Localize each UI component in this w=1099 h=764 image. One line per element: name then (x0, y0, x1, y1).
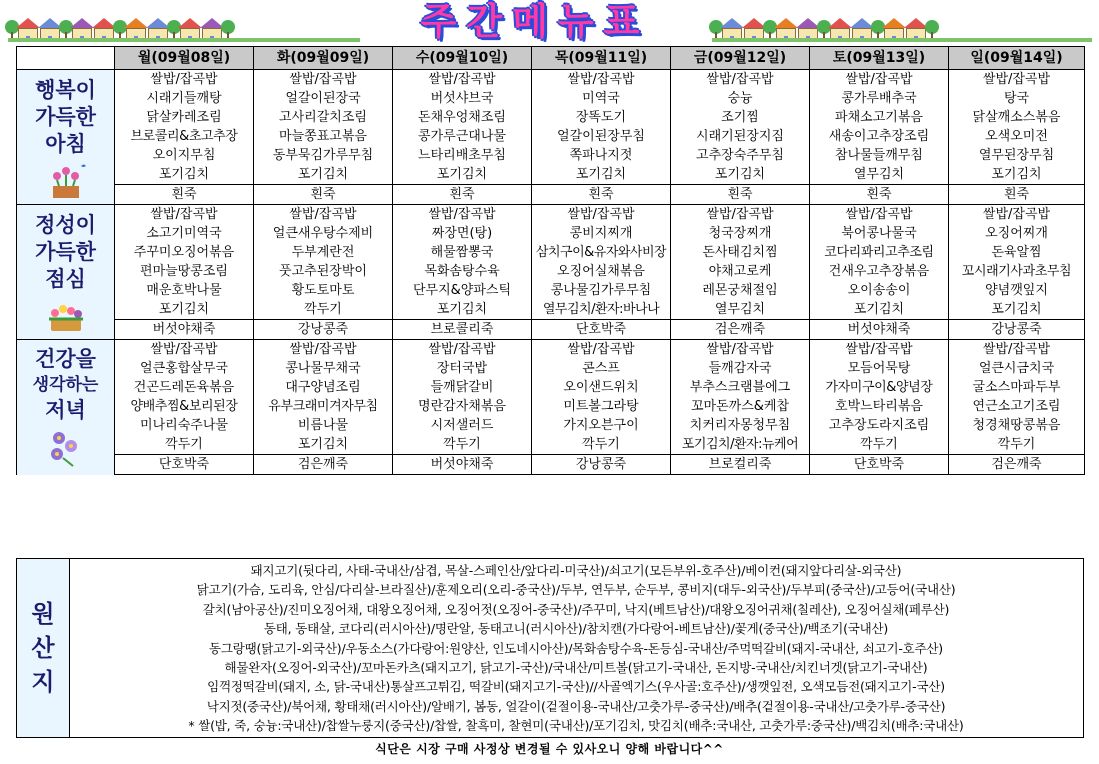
menu-item: 단무지&양파스틱 (393, 281, 532, 300)
dinner-menu-row (17, 397, 1085, 416)
menu-item: 쌀밥/잡곡밥 (949, 205, 1085, 225)
menu-item: 오이지무침 (115, 146, 254, 165)
day-header: 화(09월09일) (254, 47, 393, 70)
origin-line: 해물완자(오징어-외국산)/꼬마돈카츠(돼지고기, 닭고기-국산)/국내산/미트볼(닭고기-국내산, 돈지방-국내산/치킨너겟(닭고기-국내산) (224, 660, 928, 676)
flower-decoration-icon (17, 428, 114, 468)
menu-item: 명란감자채볶음 (393, 397, 532, 416)
section-label-line: 점심 (45, 266, 86, 291)
menu-item: 포기김치 (115, 300, 254, 320)
menu-item: 포기김치 (254, 435, 393, 455)
menu-item: 오징어찌개 (949, 224, 1085, 243)
menu-item: 고사리갈치조림 (254, 108, 393, 127)
menu-item: 버섯야채죽 (115, 320, 254, 340)
menu-item: 비름나물 (254, 416, 393, 435)
day-header: 월(09월08일) (115, 47, 254, 70)
day-header: 금(09월12일) (671, 47, 810, 70)
menu-item: 쌀밥/잡곡밥 (115, 205, 254, 225)
menu-item: 쌀밥/잡곡밥 (810, 70, 949, 90)
menu-item: 파채소고기볶음 (810, 108, 949, 127)
menu-item: 부추스크램블에그 (671, 378, 810, 397)
flower-decoration-icon (17, 162, 114, 198)
menu-item: 콘스프 (532, 359, 671, 378)
origin-label-char: 원 (31, 600, 55, 628)
menu-item: 브로콜리&초고추장 (115, 127, 254, 146)
menu-item: 얼큰시금치국 (949, 359, 1085, 378)
menu-item: 돈사태김치찜 (671, 243, 810, 262)
menu-item: 돈채우엉채조림 (393, 108, 532, 127)
origin-label-char: 지 (31, 668, 55, 696)
menu-item: 쌀밥/잡곡밥 (115, 70, 254, 90)
menu-item: 오이샌드위치 (532, 378, 671, 397)
menu-item: 쌀밥/잡곡밥 (393, 340, 532, 360)
menu-item: 깍두기 (532, 435, 671, 455)
breakfast-menu-row (17, 127, 1085, 146)
menu-item: 꼬시래기사과초무침 (949, 262, 1085, 281)
menu-item: 깍두기 (254, 300, 393, 320)
section-label-line: 생각하는 (32, 375, 99, 396)
menu-item: 열무된장무침 (949, 146, 1085, 165)
menu-item: 청경채땅콩볶음 (949, 416, 1085, 435)
dinner-menu-row (17, 378, 1085, 397)
menu-item: 쌀밥/잡곡밥 (949, 340, 1085, 360)
breakfast-menu-row (17, 89, 1085, 108)
menu-item: 느타리배초무침 (393, 146, 532, 165)
menu-item: 포기김치 (949, 165, 1085, 185)
menu-item: 미나리숙주나물 (115, 416, 254, 435)
breakfast-menu-row (17, 146, 1085, 165)
page-title: 주간메뉴표 (420, 0, 650, 43)
menu-item: 양배추찜&보리된장 (115, 397, 254, 416)
menu-item: 시래기들깨탕 (115, 89, 254, 108)
lunch-menu-row (17, 243, 1085, 262)
menu-item: 얼큰새우탕수제비 (254, 224, 393, 243)
origin-line: 갈치(남아공산)/진미오징어채, 대왕오징어채, 오징어젓(오징어-중국산)/주꾸미, 낙지(베트남산)/대왕오징어귀채(칠레산), 오징어실채(페루산) (202, 601, 950, 617)
menu-item: 레몬궁채절임 (671, 281, 810, 300)
menu-item: 버섯샤브국 (393, 89, 532, 108)
lunch-menu-row (17, 320, 1085, 340)
menu-item: 얼갈이된장국 (254, 89, 393, 108)
lunch-menu-row (17, 224, 1085, 243)
menu-item: 모듬어묵탕 (810, 359, 949, 378)
menu-item: 매운호박나물 (115, 281, 254, 300)
menu-item: 소고기미역국 (115, 224, 254, 243)
lunch-menu-row (17, 281, 1085, 300)
corner-cell (17, 47, 115, 70)
menu-item: 가지오븐구이 (532, 416, 671, 435)
section-label-line: 아침 (45, 131, 86, 156)
menu-item: 쌀밥/잡곡밥 (671, 70, 810, 90)
menu-item: 포기김치 (810, 300, 949, 320)
menu-item: 흰죽 (393, 185, 532, 205)
menu-item: 쌀밥/잡곡밥 (393, 205, 532, 225)
origin-line: 돼지고기(뒷다리, 사태-국내산/삼겹, 목살-스페인산/앞다리-미국산)/쇠고기(모든부위-호주산)/베이컨(돼지앞다리살-외국산) (250, 563, 902, 578)
origin-label-char: 산 (31, 634, 55, 662)
menu-item: 쌀밥/잡곡밥 (810, 340, 949, 360)
menu-item: 동부묵김가루무침 (254, 146, 393, 165)
menu-item: 얼갈이된장무침 (532, 127, 671, 146)
menu-item: 검은깨죽 (671, 320, 810, 340)
menu-item: 미트볼그라탕 (532, 397, 671, 416)
section-label-line: 가득한 (35, 239, 96, 264)
header-banner (0, 0, 1099, 44)
menu-item: 삼치구이&유자와사비장 (532, 243, 671, 262)
menu-item: 장똑도기 (532, 108, 671, 127)
houses-decoration-right (712, 6, 936, 42)
origin-line: * 쌀(밥, 죽, 숭늉:국내산)/찹쌀누룽지(중국산)/찹쌀, 찰흑미, 찰현미(국내산)/포기김치, 맛김치(배추:국내산, 고춧가루:중국산)/백김치(배추:국내산) (188, 718, 964, 734)
origin-line: 임꺽정떡갈비(돼지, 소, 닭-국내산)통살프고튀김, 떡갈비(돼지고기-국산)//사골엑기스(우사골:호주산)/생깻잎전, 오색모듬전(돼지고기-국산) (207, 679, 945, 695)
day-header: 목(09월11일) (532, 47, 671, 70)
menu-item: 짜장면(탕) (393, 224, 532, 243)
menu-item: 깍두기 (393, 435, 532, 455)
menu-item: 흰죽 (810, 185, 949, 205)
menu-item: 마늘쫑표고볶음 (254, 127, 393, 146)
menu-item: 가자미구이&양념장 (810, 378, 949, 397)
menu-item: 해물짬뽕국 (393, 243, 532, 262)
menu-item: 버섯야채죽 (393, 455, 532, 475)
menu-item: 미역국 (532, 89, 671, 108)
origin-line: 낙지젓(중국산)/북어채, 황태채(러시아산)/알배기, 봄동, 얼갈이(겉절이용-국내산/고춧가루-중국산)/배추(겉절이용-국내산/고춧가루-중국산) (206, 698, 946, 714)
menu-item: 깍두기 (810, 435, 949, 455)
menu-item: 버섯야채죽 (810, 320, 949, 340)
lunch-menu-row (17, 300, 1085, 320)
lunch-menu-row (17, 262, 1085, 281)
menu-item: 건새우고추장볶음 (810, 262, 949, 281)
dinner-menu-row (17, 455, 1085, 475)
menu-item: 황도토마토 (254, 281, 393, 300)
menu-item: 검은깨죽 (949, 455, 1085, 475)
menu-item: 조기찜 (671, 108, 810, 127)
menu-item: 쌀밥/잡곡밥 (254, 340, 393, 360)
menu-item: 들깨닭갈비 (393, 378, 532, 397)
menu-item: 브로컬리죽 (671, 455, 810, 475)
menu-item: 흰죽 (115, 185, 254, 205)
menu-item: 포기김치 (115, 165, 254, 185)
section-label-line: 가득한 (35, 104, 96, 129)
menu-item: 닭살깨소스볶음 (949, 108, 1085, 127)
menu-item: 오색오미전 (949, 127, 1085, 146)
flower-decoration-icon (17, 297, 114, 333)
menu-item: 양념깻잎지 (949, 281, 1085, 300)
menu-item: 오징어실채볶음 (532, 262, 671, 281)
menu-item: 유부크래미겨자무침 (254, 397, 393, 416)
dinner-menu-row (17, 416, 1085, 435)
menu-item: 쌀밥/잡곡밥 (949, 70, 1085, 90)
origin-line: 닭고기(가슴, 도리육, 안심/다리살-브라질산)/훈제오리(오리-중국산)/두부, 연두부, 순두부, 콩비지(대두-외국산)/두부피(중국산)/고등어(국내산) (196, 582, 956, 598)
menu-item: 단호박죽 (532, 320, 671, 340)
menu-item: 강낭콩죽 (254, 320, 393, 340)
menu-item: 쌀밥/잡곡밥 (532, 70, 671, 90)
menu-item: 쌀밥/잡곡밥 (671, 340, 810, 360)
breakfast-menu-row (17, 185, 1085, 205)
menu-item: 쌀밥/잡곡밥 (810, 205, 949, 225)
menu-item: 흰죽 (671, 185, 810, 205)
menu-item: 콩가루근대나물 (393, 127, 532, 146)
menu-item: 연근소고기조림 (949, 397, 1085, 416)
menu-item: 풋고추된장박이 (254, 262, 393, 281)
breakfast-section-label (17, 70, 115, 205)
menu-item: 쌀밥/잡곡밥 (393, 70, 532, 90)
menu-item: 쌀밥/잡곡밥 (254, 205, 393, 225)
menu-item: 강낭콩죽 (532, 455, 671, 475)
menu-item: 청국장찌개 (671, 224, 810, 243)
menu-item: 새송이고추장조림 (810, 127, 949, 146)
menu-item: 고추장숙주무침 (671, 146, 810, 165)
weekly-menu-table (16, 46, 1085, 475)
menu-item: 건곤드레돈육볶음 (115, 378, 254, 397)
menu-item: 시래기된장지짐 (671, 127, 810, 146)
menu-item: 흰죽 (949, 185, 1085, 205)
lunch-section-label (17, 205, 115, 340)
menu-item: 브로콜리죽 (393, 320, 532, 340)
menu-item: 콩가루배추국 (810, 89, 949, 108)
menu-item: 얼큰홍합살무국 (115, 359, 254, 378)
menu-item: 쌀밥/잡곡밥 (115, 340, 254, 360)
menu-item: 두부계란전 (254, 243, 393, 262)
menu-item: 꼬마돈까스&케찹 (671, 397, 810, 416)
houses-decoration-left (8, 6, 232, 42)
menu-item: 포기김치/환자:뉴케어 (671, 435, 810, 455)
menu-item: 콩비지찌개 (532, 224, 671, 243)
day-header-row (17, 47, 1085, 70)
day-header: 토(09월13일) (810, 47, 949, 70)
menu-item: 콩나물김가루무침 (532, 281, 671, 300)
menu-item: 돈육알찜 (949, 243, 1085, 262)
origin-line: 동태, 동태살, 코다리(러시아산)/명란알, 동태고니(러시아산)/참치캔(가다랑어-베트남산)/꽃게(중국산)/백조기(국내산) (263, 621, 889, 637)
section-label-line: 행복이 (35, 77, 96, 102)
menu-item: 포기김치 (254, 165, 393, 185)
breakfast-menu-row (17, 108, 1085, 127)
menu-item: 탕국 (949, 89, 1085, 108)
menu-item: 코다리꽈리고추조림 (810, 243, 949, 262)
dinner-menu-row (17, 359, 1085, 378)
menu-item: 대구양념조림 (254, 378, 393, 397)
menu-item: 포기김치 (949, 300, 1085, 320)
dinner-menu-row (17, 340, 1085, 360)
menu-item: 시저샐러드 (393, 416, 532, 435)
menu-item: 숭늉 (671, 89, 810, 108)
lunch-menu-row (17, 205, 1085, 225)
menu-item: 닭살카레조림 (115, 108, 254, 127)
menu-item: 주꾸미오징어볶음 (115, 243, 254, 262)
section-label-line: 건강을 (35, 347, 96, 372)
menu-item: 열무김치/환자:바나나 (532, 300, 671, 320)
menu-item: 쌀밥/잡곡밥 (254, 70, 393, 90)
menu-item: 강낭콩죽 (949, 320, 1085, 340)
menu-item: 흰죽 (532, 185, 671, 205)
menu-item: 고추장도라지조림 (810, 416, 949, 435)
menu-item: 깍두기 (115, 435, 254, 455)
menu-item: 검은깨죽 (254, 455, 393, 475)
menu-item: 편마늘땅콩조림 (115, 262, 254, 281)
menu-item: 흰죽 (254, 185, 393, 205)
menu-item: 굴소스마파두부 (949, 378, 1085, 397)
section-label-line: 저녁 (45, 398, 86, 423)
menu-item: 깍두기 (949, 435, 1085, 455)
menu-item: 포기김치 (393, 300, 532, 320)
breakfast-menu-row (17, 70, 1085, 90)
dinner-menu-row (17, 435, 1085, 455)
menu-item: 쪽파나지젓 (532, 146, 671, 165)
menu-item: 야채고로케 (671, 262, 810, 281)
origin-line: 동그랑땡(닭고기-외국산)/우동소스(가다랑어:원양산, 인도네시아산)/목화솜탕수육-돈등심-국내산/주먹떡갈비(돼지-국내산, 쇠고기-호주산) (209, 640, 943, 656)
menu-item: 호박느타리볶음 (810, 397, 949, 416)
menu-item: 목화솜탕수육 (393, 262, 532, 281)
breakfast-menu-row (17, 165, 1085, 185)
origin-label (17, 559, 70, 737)
menu-item: 단호박죽 (115, 455, 254, 475)
menu-item: 포기김치 (671, 165, 810, 185)
menu-item: 포기김치 (532, 165, 671, 185)
menu-item: 장터국밥 (393, 359, 532, 378)
day-header: 수(09월10일) (393, 47, 532, 70)
menu-item: 열무김치 (810, 165, 949, 185)
origin-lines (70, 561, 1082, 736)
menu-item: 쌀밥/잡곡밥 (532, 205, 671, 225)
menu-item: 쌀밥/잡곡밥 (532, 340, 671, 360)
menu-item: 쌀밥/잡곡밥 (671, 205, 810, 225)
menu-item: 콩나물무채국 (254, 359, 393, 378)
day-header: 일(09월14일) (949, 47, 1085, 70)
menu-item: 참나물들깨무침 (810, 146, 949, 165)
menu-item: 들깨감자국 (671, 359, 810, 378)
menu-item: 북어콩나물국 (810, 224, 949, 243)
dinner-section-label (17, 340, 115, 475)
footer-note: 식단은 시장 구매 사정상 변경될 수 있사오니 양해 바랍니다^^ (375, 742, 724, 756)
menu-item: 단호박죽 (810, 455, 949, 475)
origin-section (16, 558, 1084, 738)
menu-item: 열무김치 (671, 300, 810, 320)
section-label-line: 정성이 (35, 212, 96, 237)
menu-item: 오이송송이 (810, 281, 949, 300)
menu-item: 치커리자몽청무침 (671, 416, 810, 435)
menu-item: 포기김치 (393, 165, 532, 185)
